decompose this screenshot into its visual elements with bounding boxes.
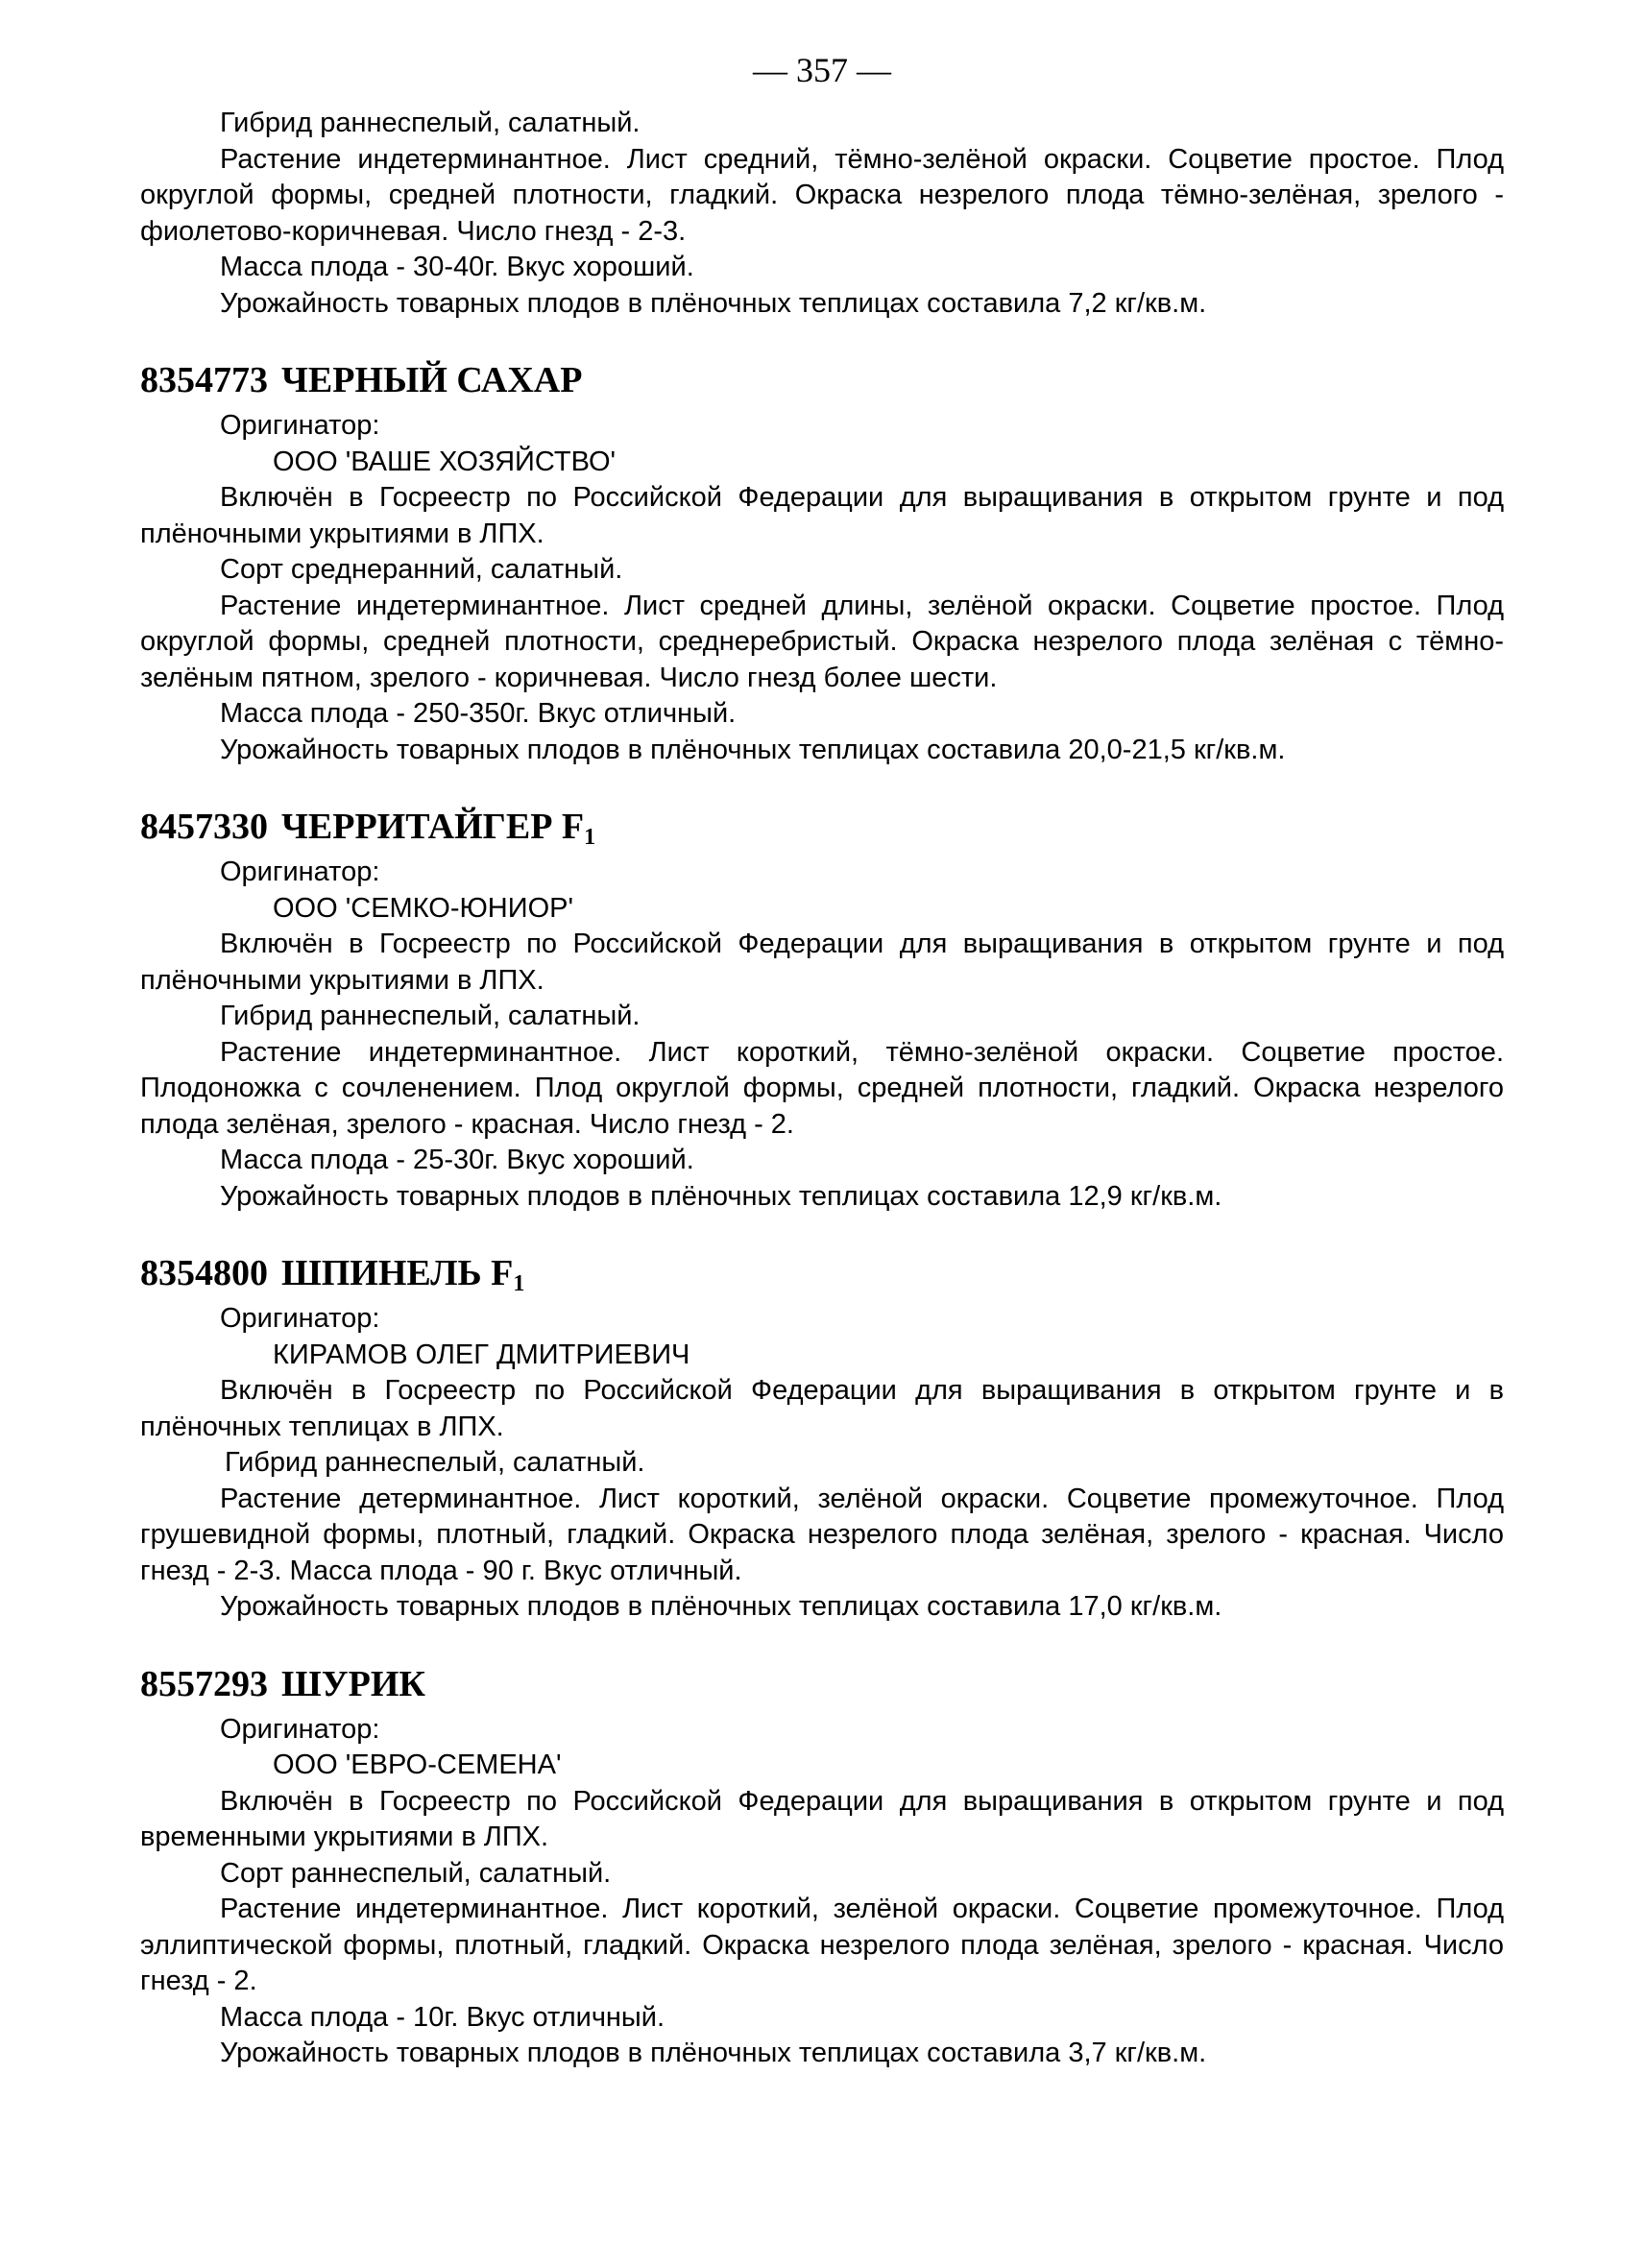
variety-type: Сорт среднеранний, салатный. <box>220 554 623 585</box>
intro-plant-description: Растение индетерминантное. Лист средний, тёмно-зелёной окраски. Соцветие простое. Плод округлой формы, средней плотности, гладкий. Окраска незрелого плода тёмно-зелёная, зрелого - фиолетово-коричневая. Число гнезд - 2-3. <box>140 143 1504 247</box>
yield-text: Урожайность товарных плодов в плёночных теплицах составила 20,0-21,5 кг/кв.м. <box>220 734 1286 765</box>
variety-type: Гибрид раннеспелый, салатный. <box>225 1447 645 1478</box>
originator-label: Оригинатор: <box>220 1713 380 1745</box>
variety-name: ЧЕРРИТАЙГЕР F <box>281 807 585 847</box>
document-page <box>140 46 1504 2072</box>
yield-text: Урожайность товарных плодов в плёночных теплицах составила 12,9 кг/кв.м. <box>220 1180 1222 1212</box>
plant-description: Растение индетерминантное. Лист короткий, тёмно-зелёной окраски. Соцветие простое. Плодоножка с сочленением. Плод округлой формы, средней плотности, гладкий. Окраска незрелого плода зелёная, зрелого - красная. Число гнезд - 2. <box>140 1036 1504 1140</box>
originator-name: ООО 'ВАШЕ ХОЗЯЙСТВО' <box>273 446 617 477</box>
originator-name: ООО 'СЕМКО-ЮНИОР' <box>273 892 574 924</box>
variety-heading <box>140 803 1504 851</box>
variety-code: 8557293 <box>140 1663 268 1704</box>
variety-entry <box>140 356 1504 768</box>
registry-text: Включён в Госреестр по Российской Федерации для выращивания в открытом грунте и под плёночными укрытиями в ЛПХ. <box>140 929 1504 996</box>
plant-description: Растение детерминантное. Лист короткий, зелёной окраски. Соцветие промежуточное. Плод грушевидной формы, плотный, гладкий. Окраска незрелого плода зелёная, зрелого - красная. Число гнезд - 2-3. Масса плода - 90 г. Вкус отличный. <box>140 1483 1504 1586</box>
fruit-mass: Масса плода - 250-350г. Вкус отличный. <box>220 698 737 729</box>
variety-heading <box>140 356 1504 404</box>
originator-label: Оригинатор: <box>220 410 380 441</box>
originator-label: Оригинатор: <box>220 857 380 887</box>
variety-heading <box>140 1249 1504 1297</box>
intro-mass: Масса плода - 30-40г. Вкус хороший. <box>220 252 694 282</box>
hybrid-subscript: 1 <box>584 825 596 850</box>
hybrid-subscript: 1 <box>513 1271 525 1296</box>
plant-description: Растение индетерминантное. Лист короткий, зелёной окраски. Соцветие промежуточное. Плод эллиптической формы, плотный, гладкий. Окраска незрелого плода зелёная, зрелого - красная. Число гнезд - 2. <box>140 1894 1504 1996</box>
yield-text: Урожайность товарных плодов в плёночных теплицах составила 17,0 кг/кв.м. <box>220 1591 1222 1622</box>
variety-code: 8457330 <box>140 807 268 847</box>
originator-name: ООО 'ЕВРО-СЕМЕНА' <box>273 1749 562 1780</box>
registry-text: Включён в Госреестр по Российской Федерации для выращивания в открытом грунте и в плёночных теплицах в ЛПХ. <box>140 1375 1504 1442</box>
variety-type: Гибрид раннеспелый, салатный. <box>220 1001 641 1031</box>
variety-entry <box>140 1249 1504 1626</box>
variety-entry <box>140 803 1504 1215</box>
variety-type: Сорт раннеспелый, салатный. <box>220 1857 612 1889</box>
originator-label: Оригинатор: <box>220 1303 380 1334</box>
intro-yield: Урожайность товарных плодов в плёночных теплицах составила 7,2 кг/кв.м. <box>220 287 1207 319</box>
registry-text: Включён в Госреестр по Российской Федерации для выращивания в открытом грунте и под плёночными укрытиями в ЛПХ. <box>140 482 1504 549</box>
fruit-mass: Масса плода - 25-30г. Вкус хороший. <box>220 1145 694 1175</box>
variety-name: ЧЕРНЫЙ САХАР <box>281 360 583 400</box>
page-number: — 357 — <box>753 51 891 89</box>
variety-entry <box>140 1660 1504 2072</box>
registry-text: Включён в Госреестр по Российской Федерации для выращивания в открытом грунте и под временными укрытиями в ЛПХ. <box>140 1785 1504 1852</box>
intro-block <box>140 106 1504 322</box>
yield-text: Урожайность товарных плодов в плёночных теплицах составила 3,7 кг/кв.м. <box>220 2038 1207 2068</box>
originator-name: КИРАМОВ ОЛЕГ ДМИТРИЕВИЧ <box>273 1339 690 1370</box>
variety-heading <box>140 1660 1504 1708</box>
intro-type: Гибрид раннеспелый, салатный. <box>220 108 641 138</box>
fruit-mass: Масса плода - 10г. Вкус отличный. <box>220 2001 665 2033</box>
variety-name: ШПИНЕЛЬ F <box>281 1253 514 1293</box>
variety-name: ШУРИК <box>281 1663 425 1704</box>
plant-description: Растение индетерминантное. Лист средней длины, зелёной окраски. Соцветие простое. Плод округлой формы, средней плотности, среднеребристый. Окраска незрелого плода зелёная с тёмно-зелёным пятном, зрелого - коричневая. Число гнезд более шести. <box>140 590 1504 693</box>
variety-code: 8354773 <box>140 360 268 400</box>
variety-code: 8354800 <box>140 1253 268 1293</box>
